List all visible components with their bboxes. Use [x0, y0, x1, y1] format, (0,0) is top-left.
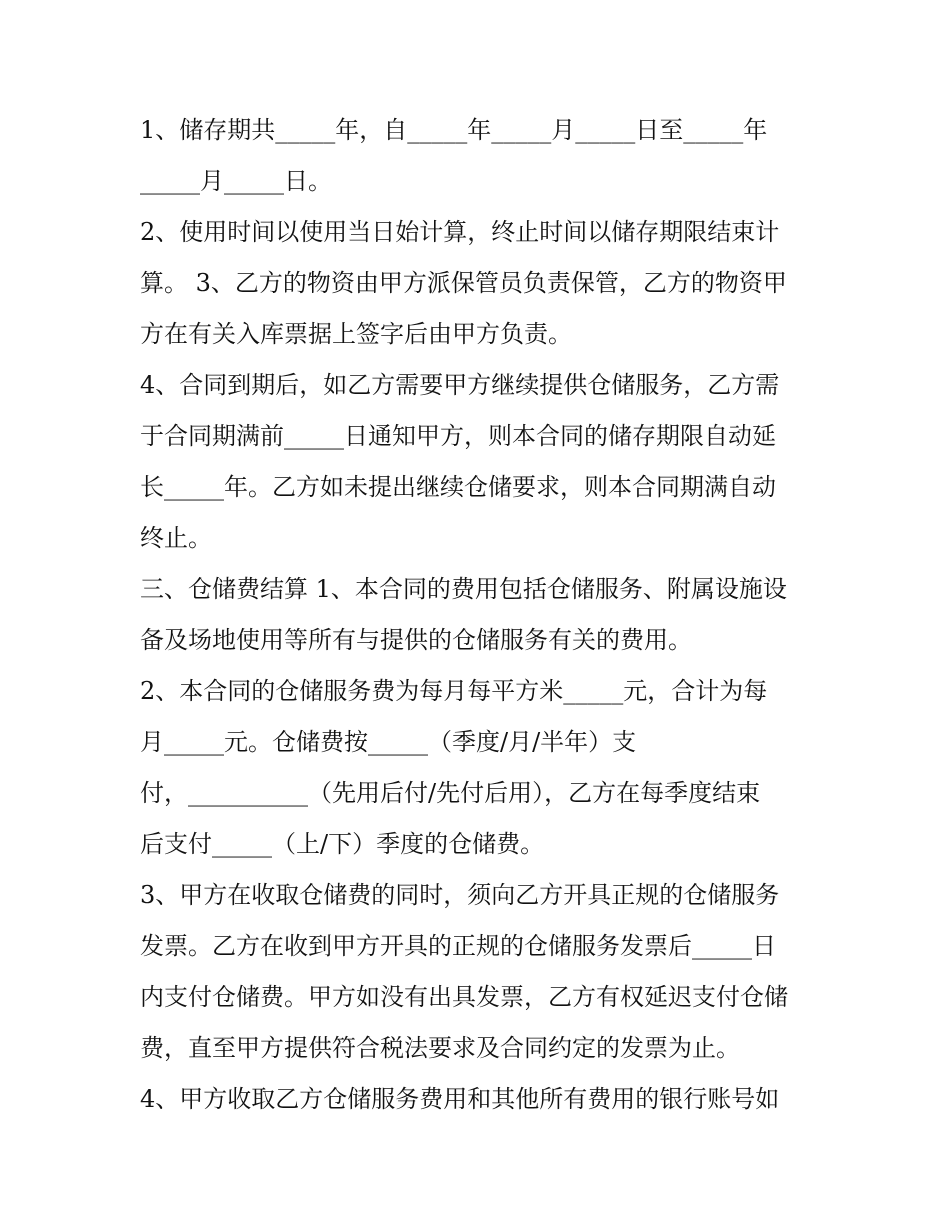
text-line: 终止。 — [140, 524, 212, 552]
text-line: 2、本合同的仓储服务费为每月每平方米_____元，合计为每 — [140, 677, 768, 705]
text-line: 2、使用时间以使用当日始计算，终止时间以储存期限结束计 — [140, 218, 780, 246]
text-line: 算。 3、乙方的物资由甲方派保管员负责保管，乙方的物资甲 — [140, 269, 787, 297]
text-line: _____月_____日。 — [140, 167, 332, 195]
text-line: 后支付_____（上/下）季度的仓储费。 — [140, 830, 545, 858]
text-line: 4、合同到期后，如乙方需要甲方继续提供仓储服务，乙方需 — [140, 371, 780, 399]
text-line: 三、仓储费结算 1、本合同的费用包括仓储服务、附属设施设 — [140, 575, 787, 603]
text-line: 备及场地使用等所有与提供的仓储服务有关的费用。 — [140, 626, 692, 654]
text-line: 费，直至甲方提供符合税法要求及合同约定的发票为止。 — [140, 1034, 740, 1062]
text-line: 3、甲方在收取仓储费的同时，须向乙方开具正规的仓储服务 — [140, 881, 780, 909]
text-line: 内支付仓储费。甲方如没有出具发票，乙方有权延迟支付仓储 — [140, 983, 788, 1011]
text-line: 于合同期满前_____日通知甲方，则本合同的储存期限自动延 — [140, 422, 776, 450]
text-line: 1、储存期共_____年，自_____年_____月_____日至_____年 — [140, 116, 768, 144]
text-line: 付，__________（先用后付/先付后用），乙方在每季度结束 — [140, 779, 761, 807]
text-line: 4、甲方收取乙方仓储服务费用和其他所有费用的银行账号如 — [140, 1085, 780, 1113]
text-line: 长_____年。乙方如未提出继续仓储要求，则本合同期满自动 — [140, 473, 776, 501]
text-line: 发票。乙方在收到甲方开具的正规的仓储服务发票后_____日 — [140, 932, 776, 960]
text-line: 方在有关入库票据上签字后由甲方负责。 — [140, 320, 572, 348]
text-line: 月_____元。仓储费按_____（季度/月/半年）支 — [140, 728, 637, 756]
